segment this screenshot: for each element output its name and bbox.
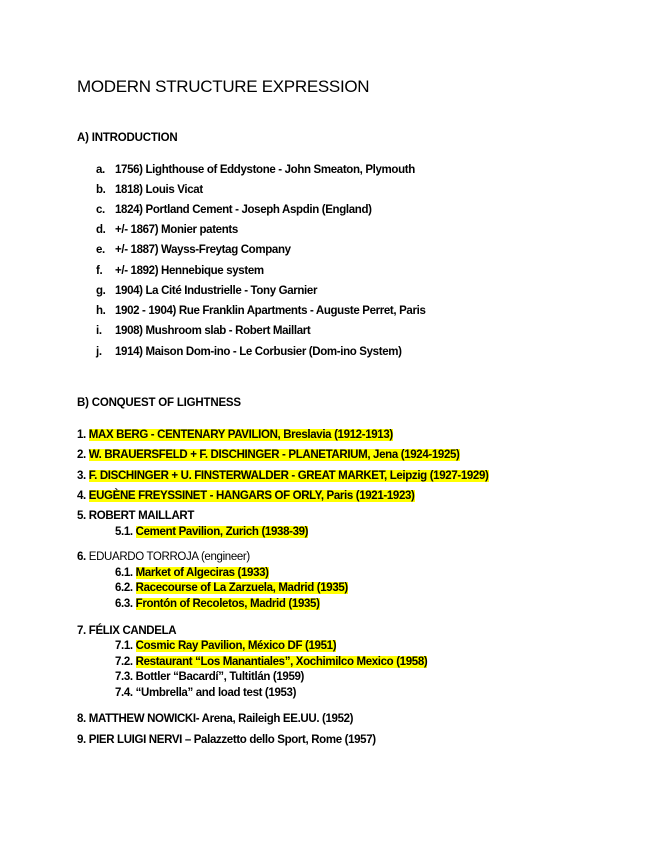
- list-item-letter: h.: [96, 305, 106, 317]
- list-item-number: 7.2.: [115, 656, 133, 668]
- section-b-heading: B) CONQUEST OF LIGHTNESS: [77, 397, 241, 409]
- list-item: [77, 624, 176, 638]
- sub-list-item: [115, 655, 427, 669]
- sub-list-item: [115, 639, 336, 653]
- list-item-text: Cosmic Ray Pavilion, México DF (1951): [135, 640, 337, 652]
- list-item-text: EDUARDO TORROJA (engineer): [88, 551, 250, 563]
- list-item-number: 7.: [77, 625, 86, 637]
- list-item-number: 7.3.: [115, 671, 133, 683]
- section-a-heading: A) INTRODUCTION: [77, 132, 178, 144]
- list-item-number: 5.1.: [115, 526, 133, 538]
- list-item-text: 1914) Maison Dom-ino - Le Corbusier (Dom-ino System): [115, 346, 402, 358]
- list-item-number: 3.: [77, 470, 86, 482]
- page-title: MODERN STRUCTURE EXPRESSION: [77, 77, 370, 96]
- list-item-text: +/- 1887) Wayss-Freytag Company: [115, 244, 291, 256]
- list-item-text: Racecourse of La Zarzuela, Madrid (1935): [135, 582, 348, 594]
- list-item: [77, 448, 460, 462]
- list-item-text: +/- 1867) Monier patents: [115, 224, 238, 236]
- list-item-text: F. DISCHINGER + U. FINSTERWALDER - GREAT MARKET, Leipzig (1927-1929): [88, 470, 489, 482]
- list-item-number: 7.4.: [115, 687, 133, 699]
- list-item-text: MATTHEW NOWICKI- Arena, Raileigh EE.UU. (1952): [88, 713, 354, 725]
- list-item-text: Frontón of Recoletos, Madrid (1935): [135, 598, 320, 610]
- list-item-number: 6.1.: [115, 567, 133, 579]
- list-item-text: Bottler “Bacardí”, Tultitlán (1959): [135, 671, 305, 683]
- list-item-text: 1908) Mushroom slab - Robert Maillart: [115, 325, 311, 337]
- sub-list-item: [115, 597, 320, 611]
- list-item: [77, 712, 353, 726]
- sub-list-item: [115, 525, 308, 539]
- list-item-text: PIER LUIGI NERVI – Palazzetto dello Sport, Rome (1957): [88, 734, 376, 746]
- list-item-text: 1818) Louis Vicat: [115, 184, 203, 196]
- list-item-number: 6.2.: [115, 582, 133, 594]
- sub-list-item: [115, 566, 269, 580]
- list-item-number: 5.: [77, 510, 86, 522]
- list-item-text: Market of Algeciras (1933): [135, 567, 269, 579]
- list-item-letter: f.: [96, 265, 103, 277]
- list-item-text: W. BRAUERSFELD + F. DISCHINGER - PLANETARIUM, Jena (1924-1925): [88, 449, 460, 461]
- list-item-text: FÉLIX CANDELA: [88, 625, 177, 637]
- list-item: [77, 509, 194, 523]
- sub-list-item: [115, 670, 304, 684]
- list-item-text: 1902 - 1904) Rue Franklin Apartments - Auguste Perret, Paris: [115, 305, 426, 317]
- list-item-number: 4.: [77, 490, 86, 502]
- list-item-text: 1904) La Cité Industrielle - Tony Garnier: [115, 285, 318, 297]
- list-item-number: 6.: [77, 551, 86, 563]
- list-item-number: 8.: [77, 713, 86, 725]
- list-item: [77, 550, 250, 564]
- list-item-number: 6.3.: [115, 598, 133, 610]
- list-item: [77, 489, 415, 503]
- list-item-text: “Umbrella” and load test (1953): [135, 687, 297, 699]
- list-item: [77, 469, 489, 483]
- list-item-text: 1824) Portland Cement - Joseph Aspdin (England): [115, 204, 372, 216]
- list-item-text: EUGÈNE FREYSSINET - HANGARS OF ORLY, Paris (1921-1923): [88, 490, 415, 502]
- sub-list-item: [115, 686, 296, 700]
- list-item-letter: i.: [96, 325, 102, 337]
- list-item-text: Restaurant “Los Manantiales”, Xochimilco Mexico (1958): [135, 656, 428, 668]
- list-item-letter: j.: [96, 346, 102, 358]
- list-item-text: Cement Pavilion, Zurich (1938-39): [135, 526, 309, 538]
- list-item-number: 1.: [77, 429, 86, 441]
- list-item-number: 7.1.: [115, 640, 133, 652]
- list-item-text: +/- 1892) Hennebique system: [115, 265, 264, 277]
- list-item-letter: g.: [96, 285, 106, 297]
- list-item: [77, 428, 393, 442]
- list-item-text: MAX BERG - CENTENARY PAVILION, Breslavia (1912-1913): [88, 429, 393, 441]
- list-item-letter: a.: [96, 164, 105, 176]
- list-item-letter: c.: [96, 204, 105, 216]
- sub-list-item: [115, 581, 348, 595]
- list-item-number: 2.: [77, 449, 86, 461]
- list-item-text: 1756) Lighthouse of Eddystone - John Smeaton, Plymouth: [115, 164, 415, 176]
- list-item-letter: d.: [96, 224, 106, 236]
- list-item: [77, 733, 376, 747]
- list-item-text: ROBERT MAILLART: [88, 510, 195, 522]
- list-item-letter: e.: [96, 244, 105, 256]
- list-item-number: 9.: [77, 734, 86, 746]
- list-item-letter: b.: [96, 184, 106, 196]
